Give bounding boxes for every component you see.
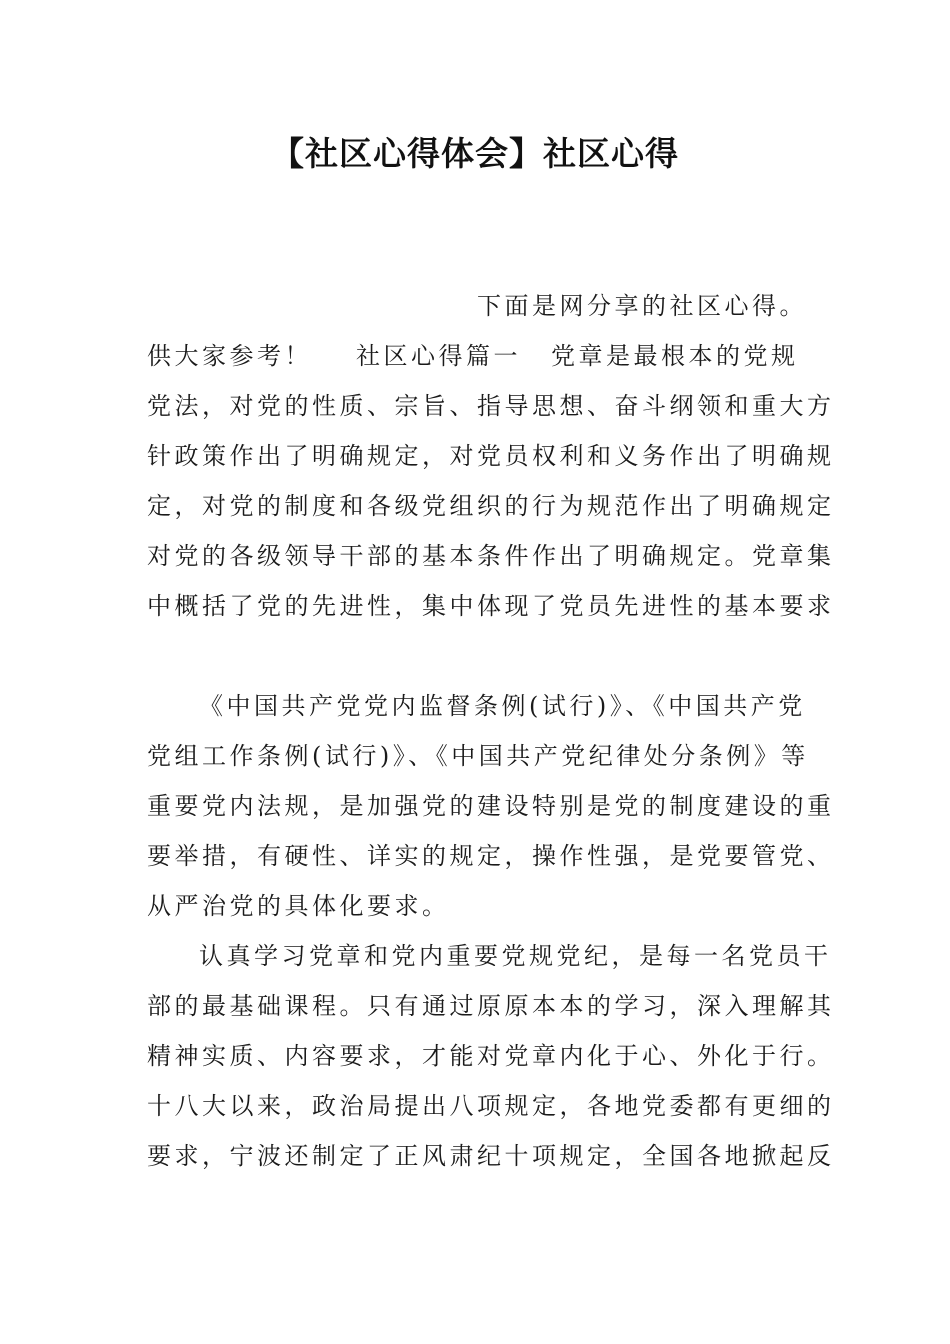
- paragraph-1: [147, 281, 835, 631]
- text-line: 《中国共产党党内监督条例(试行)》、《中国共产党: [199, 692, 806, 720]
- text-line: 针政策作出了明确规定，对党员权利和义务作出了明确规: [147, 442, 835, 470]
- text-line: 精神实质、内容要求，才能对党章内化于心、外化于行。: [147, 1042, 835, 1070]
- paragraph-1-lead: 党章是最根本的党规: [551, 342, 799, 370]
- intro-line: 下面是网分享的社区心得。: [477, 292, 807, 320]
- text-line: 定，对党的制度和各级党组织的行为规范作出了明确规定: [147, 492, 835, 520]
- document-title: 【社区心得体会】社区心得: [271, 134, 679, 173]
- text-line: 部的最基础课程。只有通过原原本本的学习，深入理解其: [147, 992, 835, 1020]
- text-line: 重要党内法规，是加强党的建设特别是党的制度建设的重: [147, 792, 835, 820]
- text-line: 党法，对党的性质、宗旨、指导思想、奋斗纲领和重大方: [147, 392, 835, 420]
- text-line: 党组工作条例(试行)》、《中国共产党纪律处分条例》等: [147, 742, 809, 770]
- text-line: 认真学习党章和党内重要党规党纪，是每一名党员干: [199, 942, 832, 970]
- paragraph-1-first-line: [147, 331, 807, 381]
- text-line: 从严治党的具体化要求。: [147, 892, 450, 920]
- text-line: 十八大以来，政治局提出八项规定，各地党委都有更细的: [147, 1092, 835, 1120]
- paragraph-2: [147, 681, 835, 931]
- section-heading: 社区心得篇一: [356, 342, 521, 370]
- intro-segment: 供大家参考！: [147, 342, 312, 370]
- text-line: 要求，宁波还制定了正风肃纪十项规定，全国各地掀起反: [147, 1142, 835, 1170]
- paragraph-3: [147, 931, 835, 1181]
- text-line: 中概括了党的先进性，集中体现了党员先进性的基本要求: [147, 592, 835, 620]
- text-line: 要举措，有硬性、详实的规定，操作性强，是党要管党、: [147, 842, 835, 870]
- text-line: 对党的各级领导干部的基本条件作出了明确规定。党章集: [147, 542, 835, 570]
